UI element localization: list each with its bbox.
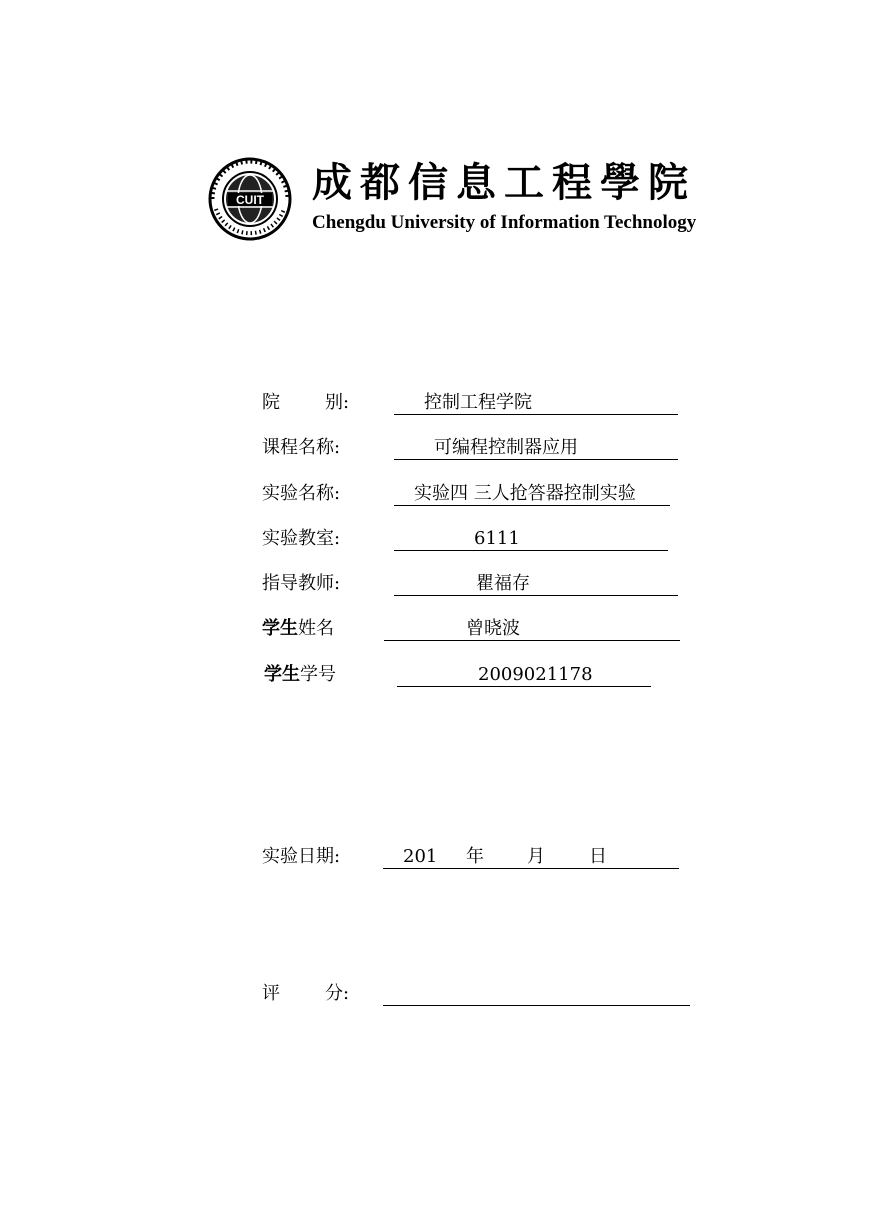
seal-abbreviation: CUIT xyxy=(236,193,264,207)
date-year-unit: 年 xyxy=(466,846,484,867)
student-id-row xyxy=(264,662,684,688)
student-name-label: 学生姓名 xyxy=(262,618,334,639)
instructor-value: 瞿福存 xyxy=(476,573,530,594)
university-logo xyxy=(208,155,734,241)
experiment-label: 实验名称: xyxy=(262,483,341,504)
experiment-value: 实验四 三人抢答器控制实验 xyxy=(414,483,636,504)
instructor-row xyxy=(262,571,682,597)
student-id-label: 学生学号 xyxy=(264,664,336,685)
lab-room-label: 实验教室: xyxy=(262,528,341,549)
university-name-cn: 成都信息工程學院 xyxy=(312,159,696,206)
experiment-row xyxy=(262,481,682,507)
date-month-unit: 月 xyxy=(527,846,545,867)
lab-room-underline xyxy=(394,526,668,551)
student-name-value: 曾晓波 xyxy=(466,618,520,639)
university-name-en: Chengdu University of Information Technology xyxy=(312,212,697,233)
course-value: 可编程控制器应用 xyxy=(434,437,578,458)
score-row xyxy=(262,981,702,1007)
date-row xyxy=(262,844,692,870)
score-underline xyxy=(383,981,690,1006)
college-value: 控制工程学院 xyxy=(424,392,532,413)
course-row xyxy=(262,435,682,461)
student-id-value: 2009021178 xyxy=(478,664,593,685)
instructor-label: 指导教师: xyxy=(262,573,341,594)
lab-room-value: 6111 xyxy=(474,528,520,549)
student-name-underline xyxy=(384,616,680,641)
date-day-unit: 日 xyxy=(589,846,607,867)
score-label: 评 分: xyxy=(262,983,350,1004)
university-seal-icon xyxy=(208,157,292,241)
date-label: 实验日期: xyxy=(262,846,341,867)
date-year: 201 xyxy=(403,846,438,867)
college-label: 院 别: xyxy=(262,392,350,413)
student-name-row xyxy=(262,616,682,642)
instructor-underline xyxy=(394,571,678,596)
college-row xyxy=(262,390,682,416)
course-label: 课程名称: xyxy=(262,437,341,458)
lab-room-row xyxy=(262,526,682,552)
